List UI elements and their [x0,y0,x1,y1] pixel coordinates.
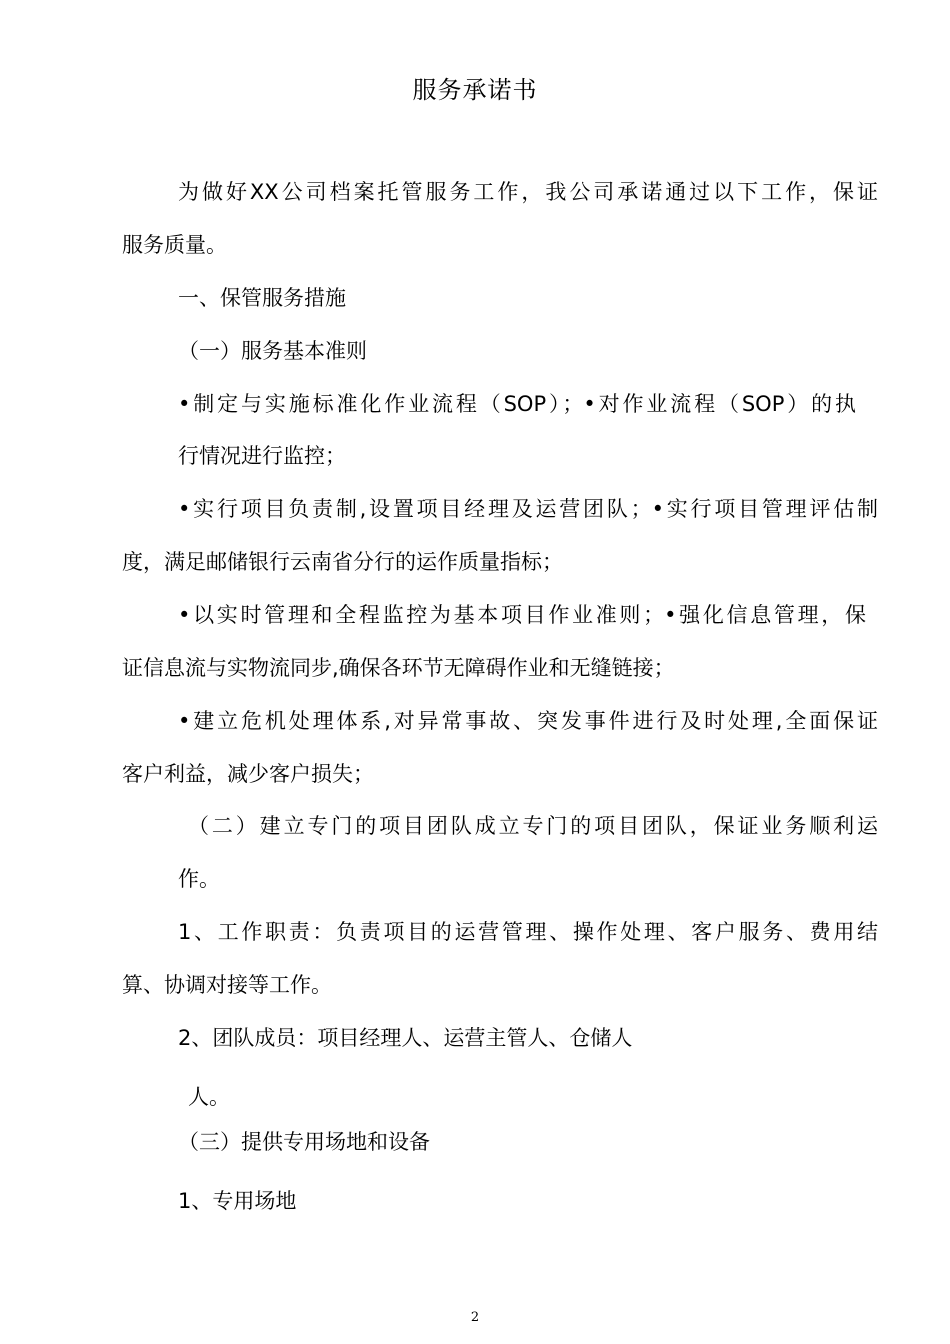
bullet-line: •实行项目负责制,设置项目经理及运营团队；•实行项目管理评估制 [178,497,878,521]
bullet-line: 度，满足邮储银行云南省分行的运作质量指标； [122,550,563,574]
page-number: 2 [470,1310,480,1325]
paragraph-line: 算、协调对接等工作。 [122,973,332,997]
bullet-line: 行情况进行监控； [178,444,346,468]
paragraph-line: 1、工作职责：负责项目的运营管理、操作处理、客户服务、费用结 [178,920,878,944]
paragraph-line: 人。 [188,1085,230,1109]
subsection-heading: （一）服务基本准则 [178,339,367,363]
paragraph-line: 作。 [178,867,220,891]
bullet-line: 证信息流与实物流同步,确保各环节无障碍作业和无缝链接； [122,656,675,680]
paragraph-line: 1、专用场地 [178,1189,297,1213]
paragraph-line: 服务质量。 [122,233,227,257]
bullet-line: •建立危机处理体系,对异常事故、突发事件进行及时处理,全面保证 [178,709,878,733]
paragraph-line: 2、团队成员：项目经理人、运营主管人、仓储人 [178,1026,633,1050]
paragraph-line: 为做好XX公司档案托管服务工作，我公司承诺通过以下工作，保证 [178,180,878,204]
subsection-heading: （二）建立专门的项目团队成立专门的项目团队，保证业务顺利运 [188,814,878,838]
subsection-heading: （三）提供专用场地和设备 [178,1130,430,1154]
bullet-line: •制定与实施标准化作业流程（SOP）；•对作业流程（SOP）的执 [178,392,856,416]
section-heading: 一、保管服务措施 [178,286,346,310]
bullet-line: 客户利益，减少客户损失； [122,762,374,786]
document-title: 服务承诺书 [412,76,538,104]
bullet-line: •以实时管理和全程监控为基本项目作业准则；•强化信息管理，保 [178,603,866,627]
